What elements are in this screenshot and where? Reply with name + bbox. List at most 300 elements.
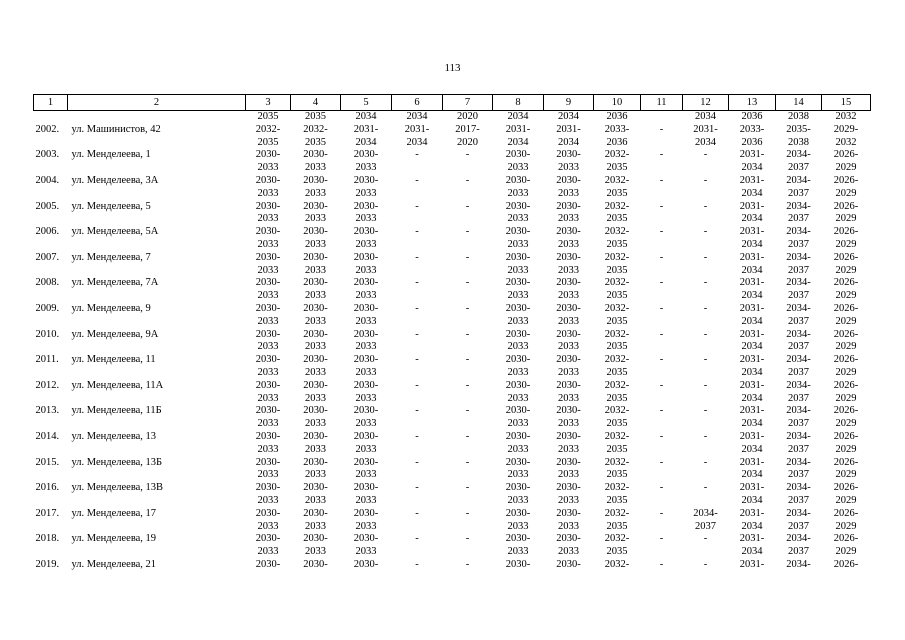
table-cell: 2030- — [303, 405, 328, 417]
table-cell: - — [659, 251, 664, 263]
schedule-table — [33, 94, 871, 572]
address-cell: ул. Менделеева, 5А — [71, 226, 159, 238]
table-cell: - — [415, 174, 419, 186]
table-cell: 2026- — [833, 456, 859, 468]
table-cell — [68, 495, 246, 508]
table-cell — [641, 265, 683, 278]
table-cell: 2030- — [505, 430, 531, 442]
table-cell: 2033 — [355, 546, 377, 558]
table-cell: 2030- — [505, 226, 531, 238]
row-number: 2014. — [35, 430, 60, 442]
table-cell — [443, 265, 493, 278]
table-cell: 2033 — [558, 341, 579, 353]
table-cell: 2030- — [353, 302, 379, 314]
table-cell: - — [415, 277, 419, 289]
table-cell: 2030- — [303, 379, 328, 391]
table-cell: 2035 — [305, 136, 326, 148]
table-cell — [392, 265, 443, 278]
row-number: 2006. — [35, 226, 60, 238]
table-cell: - — [465, 558, 470, 570]
table-cell: - — [659, 456, 664, 468]
table-cell: 2033 — [558, 546, 579, 558]
table-cell — [641, 444, 683, 457]
table-cell: 2033 — [355, 392, 377, 404]
table-cell: 2031- — [739, 149, 765, 161]
table-cell: 2035 — [606, 341, 628, 353]
table-cell: 2030- — [556, 405, 581, 417]
table-cell: 2030- — [353, 354, 379, 366]
table-cell: 2035 — [606, 546, 628, 558]
row-number: 2011. — [35, 354, 59, 366]
table-cell: 2026- — [833, 174, 859, 186]
row-number: 2008. — [35, 277, 60, 289]
table-cell: 2033 — [507, 392, 529, 404]
table-cell: 2033 — [507, 366, 529, 378]
table-cell — [641, 316, 683, 329]
table-cell: 2033 — [558, 469, 579, 481]
table-cell: 2030- — [303, 354, 328, 366]
table-cell — [683, 265, 729, 278]
table-cell: - — [659, 430, 664, 442]
table-cell: 2030- — [255, 379, 281, 391]
table-cell: - — [415, 533, 419, 545]
table-cell: 2030- — [303, 302, 328, 314]
address-cell: ул. Менделеева, 13В — [71, 482, 164, 494]
table-row — [34, 508, 871, 521]
table-cell: 2033 — [257, 443, 279, 455]
table-cell: 2029 — [835, 366, 857, 378]
table-cell — [34, 469, 68, 482]
table-cell: 2037 — [788, 162, 809, 174]
table-cell: 2031- — [739, 430, 765, 442]
table-cell: 2035 — [606, 315, 628, 327]
table-cell: - — [703, 430, 708, 442]
table-cell: 2026- — [833, 533, 859, 545]
table-cell: 2034 — [741, 341, 763, 353]
table-cell: 2034 — [406, 136, 428, 148]
table-cell: 2030- — [556, 226, 581, 238]
table-row-continuation — [34, 265, 871, 278]
table-cell — [443, 367, 493, 380]
table-cell: 2030- — [353, 507, 379, 519]
table-cell: - — [415, 226, 419, 238]
table-cell: 2033 — [257, 520, 279, 532]
table-cell: 2033 — [257, 315, 279, 327]
address-cell: ул. Менделеева, 21 — [71, 558, 157, 570]
table-cell: - — [415, 507, 419, 519]
table-cell: 2037 — [788, 366, 809, 378]
table-cell: 2033 — [305, 366, 326, 378]
table-cell: 2030- — [303, 482, 328, 494]
table-cell: 2026- — [833, 149, 859, 161]
table-cell: 2034- — [786, 430, 811, 442]
table-cell: - — [703, 558, 708, 570]
table-cell — [641, 188, 683, 201]
table-cell — [68, 341, 246, 354]
table-row — [34, 329, 871, 342]
table-row — [34, 149, 871, 162]
table-cell: 2034 — [741, 418, 763, 430]
table-cell: 2034 — [741, 546, 763, 558]
table-cell: 2031- — [739, 251, 765, 263]
table-row — [34, 457, 871, 470]
row-number: 2009. — [35, 302, 60, 314]
table-cell — [34, 213, 68, 226]
table-cell: 2030- — [303, 328, 328, 340]
table-cell: 2032- — [604, 302, 630, 314]
table-cell: 2030- — [505, 149, 531, 161]
table-cell: 2031- — [693, 123, 718, 135]
table-cell — [392, 444, 443, 457]
table-cell — [443, 418, 493, 431]
address-cell: ул. Менделеева, 11А — [71, 379, 164, 391]
table-cell: - — [465, 251, 470, 263]
table-cell: 2032- — [604, 507, 630, 519]
table-cell: 2032- — [604, 277, 630, 289]
table-cell: 2034 — [741, 264, 763, 276]
table-cell: 2030- — [255, 251, 281, 263]
table-cell: 2035 — [606, 520, 628, 532]
table-cell: 2031- — [404, 123, 430, 135]
table-cell: 2030- — [303, 226, 328, 238]
table-cell: 2030- — [303, 456, 328, 468]
table-cell: - — [465, 328, 470, 340]
table-cell: 2034- — [786, 405, 811, 417]
address-cell: ул. Менделеева, 5 — [71, 200, 151, 212]
table-cell: 2033 — [355, 290, 377, 302]
column-header: 1 — [34, 95, 68, 111]
table-cell — [641, 393, 683, 406]
table-cell — [34, 521, 68, 534]
table-cell: 2033 — [257, 213, 279, 225]
table-cell: 2032- — [604, 558, 630, 570]
table-cell: 2030- — [255, 405, 281, 417]
table-cell: 2033 — [558, 238, 579, 250]
table-cell: - — [659, 507, 664, 519]
table-cell — [34, 546, 68, 559]
table-cell: 2026- — [833, 226, 859, 238]
table-cell: 2032 — [835, 136, 857, 148]
table-cell: 2031- — [739, 405, 765, 417]
column-header: 11 — [641, 95, 683, 111]
table-cell — [641, 137, 683, 150]
table-cell: 2030- — [353, 328, 379, 340]
table-cell: 2026- — [833, 251, 859, 263]
table-cell: 2037 — [788, 392, 809, 404]
table-cell: 2036 — [741, 111, 763, 122]
table-cell: - — [415, 149, 419, 161]
column-header: 2 — [68, 95, 246, 111]
table-cell: 2035 — [606, 290, 628, 302]
table-cell: 2033 — [558, 162, 579, 174]
table-cell: 2037 — [788, 315, 809, 327]
table-cell: 2032- — [604, 226, 630, 238]
table-cell: 2032- — [604, 174, 630, 186]
table-cell: 2033 — [355, 238, 377, 250]
table-cell: 2035 — [606, 213, 628, 225]
column-header: 5 — [341, 95, 392, 111]
table-cell: - — [703, 405, 708, 417]
table-cell: 2030- — [556, 354, 581, 366]
table-cell: 2033 — [355, 264, 377, 276]
table-cell: 2032- — [604, 200, 630, 212]
table-row-continuation — [34, 213, 871, 226]
table-cell: 2033 — [257, 238, 279, 250]
table-cell: 2033- — [604, 123, 630, 135]
table-cell: 2035- — [786, 123, 811, 135]
table-cell: 2033 — [558, 315, 579, 327]
table-cell: 2034- — [786, 251, 811, 263]
row-number: 2012. — [35, 379, 60, 391]
table-cell — [443, 316, 493, 329]
table-cell: 2030- — [556, 200, 581, 212]
table-cell: 2030- — [556, 558, 581, 570]
row-number: 2005. — [35, 200, 60, 212]
table-cell: 2033 — [305, 187, 326, 199]
table-cell: 2034 — [741, 520, 763, 532]
table-cell — [683, 162, 729, 175]
table-cell: 2034 — [741, 443, 763, 455]
table-cell: 2037 — [788, 494, 809, 506]
table-cell: 2026- — [833, 405, 859, 417]
table-row — [34, 124, 871, 137]
table-cell: 2034- — [786, 200, 811, 212]
table-cell — [641, 239, 683, 252]
table-cell — [68, 367, 246, 380]
table-cell: 2029 — [835, 546, 857, 558]
table-row-continuation — [34, 341, 871, 354]
table-cell — [68, 521, 246, 534]
row-number: 2010. — [35, 328, 60, 340]
table-cell — [68, 546, 246, 559]
table-cell: 2035 — [257, 136, 279, 148]
table-cell: - — [465, 533, 470, 545]
table-cell: 2026- — [833, 354, 859, 366]
table-cell — [34, 393, 68, 406]
table-cell — [641, 290, 683, 303]
column-header: 9 — [544, 95, 594, 111]
table-cell: 2031- — [353, 123, 379, 135]
table-cell: 2031- — [739, 354, 765, 366]
table-cell: 2030- — [255, 149, 281, 161]
table-cell: - — [659, 277, 664, 289]
table-cell: 2026- — [833, 379, 859, 391]
table-cell: 2033 — [305, 162, 326, 174]
table-cell: 2030- — [255, 174, 281, 186]
table-cell: 2033 — [507, 520, 529, 532]
table-cell — [641, 546, 683, 559]
table-cell — [34, 290, 68, 303]
table-cell: 2026- — [833, 558, 859, 570]
table-cell — [68, 393, 246, 406]
table-cell — [683, 418, 729, 431]
table-cell: 2030- — [255, 430, 281, 442]
column-header: 6 — [392, 95, 443, 111]
table-cell: 2037 — [695, 520, 716, 532]
table-cell: 2033 — [507, 443, 529, 455]
table-cell: 2033 — [257, 469, 279, 481]
table-cell: 2032- — [604, 251, 630, 263]
table-row-continuation — [34, 137, 871, 150]
table-cell: - — [659, 533, 664, 545]
table-cell — [68, 213, 246, 226]
table-cell: 2030- — [353, 533, 379, 545]
table-cell — [68, 162, 246, 175]
table-cell: 2031- — [739, 200, 765, 212]
table-cell: 2035 — [606, 264, 628, 276]
table-cell: - — [703, 482, 708, 494]
table-cell: 2033 — [507, 469, 529, 481]
table-cell: - — [659, 482, 664, 494]
table-cell: 2032- — [303, 123, 328, 135]
table-row-continuation — [34, 546, 871, 559]
table-cell — [34, 188, 68, 201]
table-cell: 2033 — [305, 341, 326, 353]
table-cell: 2030- — [353, 174, 379, 186]
table-cell — [68, 290, 246, 303]
page-number: 113 — [444, 62, 461, 74]
table-cell: 2037 — [788, 187, 809, 199]
table-cell — [683, 316, 729, 329]
table-cell: 2026- — [833, 507, 859, 519]
table-cell: 2034- — [786, 558, 811, 570]
table-cell: 2037 — [788, 469, 809, 481]
table-cell — [683, 546, 729, 559]
table-cell — [392, 469, 443, 482]
table-cell: 2033 — [305, 213, 326, 225]
table-cell — [683, 495, 729, 508]
row-number: 2002. — [35, 123, 60, 135]
table-cell — [443, 546, 493, 559]
table-cell: - — [465, 482, 470, 494]
table-cell: - — [703, 302, 708, 314]
table-cell — [683, 188, 729, 201]
table-cell: 2033 — [558, 443, 579, 455]
table-cell: - — [415, 354, 419, 366]
table-cell: 2030- — [353, 482, 379, 494]
table-cell — [443, 393, 493, 406]
table-cell: - — [659, 379, 664, 391]
table-cell: - — [659, 123, 664, 135]
table-cell: 2026- — [833, 302, 859, 314]
table-cell — [443, 239, 493, 252]
table-cell: 2030- — [556, 328, 581, 340]
table-cell: 2030- — [556, 430, 581, 442]
table-cell: 2036 — [606, 136, 628, 148]
table-row — [34, 175, 871, 188]
table-cell — [683, 393, 729, 406]
table-cell: - — [703, 533, 708, 545]
table-cell: 2030- — [353, 456, 379, 468]
table-cell: - — [703, 456, 708, 468]
table-cell: 2034 — [558, 136, 579, 148]
table-cell — [683, 341, 729, 354]
table-cell: 2033 — [355, 187, 377, 199]
table-cell: 2030- — [505, 354, 531, 366]
table-cell — [34, 265, 68, 278]
table-cell: 2029 — [835, 315, 857, 327]
table-cell: 2034 — [741, 290, 763, 302]
table-cell — [443, 290, 493, 303]
table-cell — [641, 521, 683, 534]
table-cell: 2033 — [257, 264, 279, 276]
table-cell: 2034 — [558, 111, 579, 122]
address-cell: ул. Менделеева, 17 — [71, 507, 157, 519]
table-cell: - — [703, 328, 708, 340]
table-cell: 2033 — [507, 290, 529, 302]
table-cell: 2029- — [833, 123, 859, 135]
row-number: 2013. — [35, 405, 60, 417]
table-cell: 2033 — [305, 392, 326, 404]
table-cell: - — [659, 328, 664, 340]
table-cell: 2036 — [741, 136, 763, 148]
table-cell: 2033 — [305, 469, 326, 481]
table-cell: - — [659, 302, 664, 314]
table-cell: 2034 — [507, 136, 529, 148]
table-cell: 2020 — [457, 111, 478, 122]
table-cell: 2026- — [833, 328, 859, 340]
table-cell: - — [703, 251, 708, 263]
table-cell: 2034 — [741, 162, 763, 174]
table-cell: 2030- — [255, 302, 281, 314]
table-cell: 2030- — [556, 456, 581, 468]
table-cell — [34, 162, 68, 175]
table-cell: 2034- — [786, 533, 811, 545]
table-cell: - — [415, 430, 419, 442]
table-cell: - — [465, 200, 470, 212]
table-cell: - — [703, 174, 708, 186]
table-cell: 2034 — [741, 238, 763, 250]
table-cell — [392, 546, 443, 559]
table-cell: 2030- — [505, 379, 531, 391]
table-cell: 2030- — [353, 277, 379, 289]
table-cell: 2030- — [505, 251, 531, 263]
table-cell: - — [703, 200, 708, 212]
table-cell: 2034 — [695, 111, 716, 122]
table-cell: 2030- — [505, 328, 531, 340]
table-cell: - — [415, 302, 419, 314]
table-cell: 2029 — [835, 264, 857, 276]
table-cell: 2033 — [558, 392, 579, 404]
table-cell — [68, 111, 246, 124]
table-cell: 2034 — [507, 111, 529, 122]
table-cell — [34, 137, 68, 150]
address-cell: ул. Машинистов, 42 — [71, 123, 161, 135]
table-cell: 2029 — [835, 520, 857, 532]
table-row — [34, 482, 871, 495]
table-row — [34, 252, 871, 265]
table-cell: 2033- — [739, 123, 765, 135]
table-row — [34, 405, 871, 418]
table-cell: 2030- — [303, 149, 328, 161]
table-cell: 2033 — [257, 546, 279, 558]
table-cell: - — [659, 558, 664, 570]
table-cell: 2031- — [739, 482, 765, 494]
table-row-continuation — [34, 495, 871, 508]
table-cell: 2033 — [507, 238, 529, 250]
table-cell: 2031- — [739, 379, 765, 391]
table-row — [34, 559, 871, 572]
column-header: 3 — [246, 95, 291, 111]
table-cell — [641, 111, 683, 124]
table-cell: 2030- — [505, 456, 531, 468]
table-cell — [392, 316, 443, 329]
row-number: 2015. — [35, 456, 60, 468]
table-cell: - — [415, 482, 419, 494]
table-cell: 2034 — [741, 315, 763, 327]
table-cell: - — [465, 226, 470, 238]
table-cell: 2030- — [255, 328, 281, 340]
